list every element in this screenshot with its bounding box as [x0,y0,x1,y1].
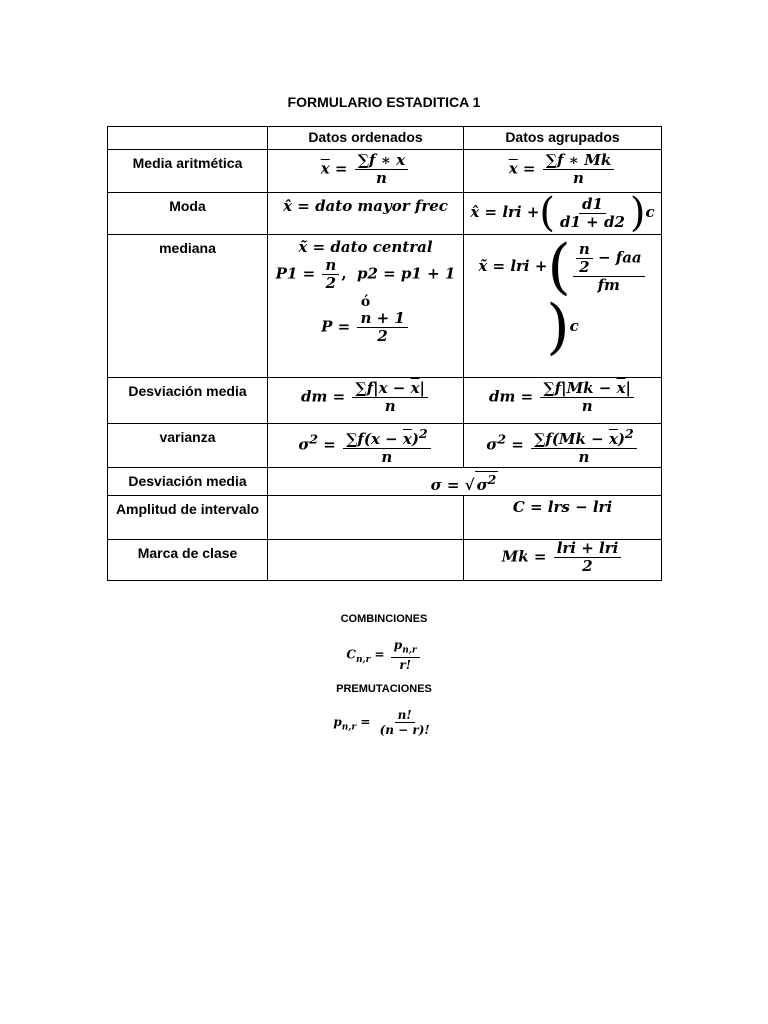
row-label-varianza: varianza [108,424,268,468]
formula-table [107,126,662,581]
amplitud-formula-text: C = lrs − lri [512,498,613,516]
table-row-mediana [108,235,662,378]
formula-media-agrupados: $\overline{x}$ = $\frac{\sum f ∗ Mk}{n}$ [464,150,662,193]
row-label-moda: Moda [108,193,268,235]
table-row-varianza [108,424,662,468]
or-label: ó [360,294,371,310]
row-label-marca: Marca de clase [108,540,268,581]
page-title: FORMULARIO ESTADITICA 1 [287,94,481,110]
formula-desviacion-agrupados: dm = $\frac{\sum f|Mk - \overline{x}|}{n}$ [464,378,662,424]
formula-varianza-agrupados: $\sigma^2$ = $\frac{\sum f(Mk - \overline{x})^2}{n}$ [464,424,662,468]
table-row-marca [108,540,662,581]
row-label-desviacion: Desviación media [108,378,268,424]
formula-combinaciones: $C_{n,r}$ = $\frac{p_{n,r}}{r!}$ [0,638,768,672]
formula-desviacion-estandar: σ = √ $\sigma^2$ [268,468,662,496]
formula-varianza-ordenados: $\sigma^2$ = $\frac{\sum f(x - \overline{x})^2}{n}$ [268,424,464,468]
moda-text: dato mayor frec [315,197,448,215]
section-combinaciones-title: COMBINCIONES [340,613,428,625]
formula-mediana-ordenados: x̃ = dato central P1 = $\frac{n}{2}$ , p2 = p1 + 1 ó P = $\frac{n + 1}{2}$ [268,235,464,378]
header-empty-cell [108,127,268,150]
formula-moda-ordenados: x̂ = dato mayor frec [268,193,464,235]
table-header-row [108,127,662,150]
row-label-media: Media aritmética [108,150,268,193]
section-permutaciones-title: PREMUTACIONES [336,683,432,695]
formula-amplitud-ordenados [268,496,464,540]
table-row-moda [108,193,662,235]
formula-mediana-agrupados: x̃ = lri +( $\frac{n}{2}$ − faa fm )c [464,235,662,378]
formula-marca-agrupados: Mk = $\frac{\text{lri + lri}}{2}$ [464,540,662,581]
mediana-text: dato central [330,238,433,256]
row-label-desviacion-2: Desviación media [108,468,268,496]
table-row-desviacion-estandar [108,468,662,496]
formula-permutaciones: $p_{n,r}$ = $\frac{n!}{(n - r)!}$ [333,708,430,737]
formula-desviacion-ordenados: dm = $\frac{\sum f|x - \overline{x}|}{n}$ [268,378,464,424]
column-header-agrupados: Datos agrupados [464,127,662,150]
formula-media-ordenados: $\overline{x}$ = $\frac{\sum f ∗ x}{n}$ [268,150,464,193]
table-row-amplitud [108,496,662,540]
formula-amplitud-agrupados [464,496,662,540]
row-label-amplitud: Amplitud de intervalo [108,496,268,540]
column-header-ordenados: Datos ordenados [268,127,464,150]
formula-marca-ordenados [268,540,464,581]
table-row-desviacion [108,378,662,424]
formula-moda-agrupados: x̂ = lri +( $\frac{d1}{d1 + d2}$ )c [464,193,662,235]
row-label-mediana: mediana [108,235,268,378]
table-row-media [108,150,662,193]
